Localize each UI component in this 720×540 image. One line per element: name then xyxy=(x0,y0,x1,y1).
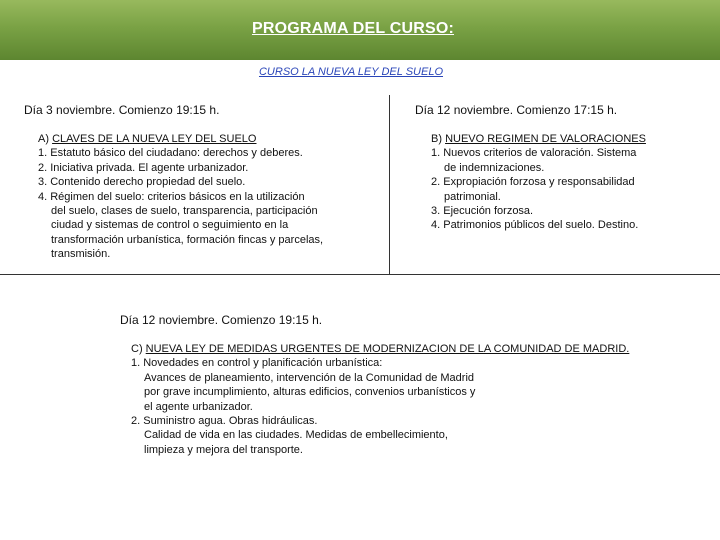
course-subtitle[interactable]: CURSO LA NUEVA LEY DEL SUELO xyxy=(258,66,444,78)
list-item: 4. Régimen del suelo: criterios básicos en la utilización xyxy=(38,190,305,203)
session1-date: Día 3 noviembre. Comienzo 19:15 h. xyxy=(24,103,220,117)
list-item: 4. Patrimonios públicos del suelo. Destino. xyxy=(431,219,639,232)
list-item-continuation: transformación urbanística, formación fincas y parcelas, xyxy=(51,233,324,246)
session3-date: Día 12 noviembre. Comienzo 19:15 h. xyxy=(120,313,323,327)
session3-block xyxy=(131,342,629,457)
list-item: 2. Expropiación forzosa y responsabilidad xyxy=(431,176,635,189)
header-banner xyxy=(0,0,720,60)
list-item-continuation: del suelo, clases de suelo, transparencia, participación xyxy=(51,205,318,218)
section-divider xyxy=(0,274,720,275)
list-item-continuation: transmisión. xyxy=(51,248,111,261)
list-item-continuation: Avances de planeamiento, intervención de la Comunidad de Madrid xyxy=(144,371,475,384)
list-item-continuation: de indemnizaciones. xyxy=(444,161,545,174)
list-item: 1. Novedades en control y planificación urbanística: xyxy=(131,357,383,370)
list-item-continuation: Calidad de vida en las ciudades. Medidas de embellecimiento, xyxy=(144,429,448,442)
list-item-continuation: ciudad y sistemas de control o seguimiento en la xyxy=(51,219,289,232)
session1-block xyxy=(38,132,323,262)
session1-title-text: CLAVES DE LA NUEVA LEY DEL SUELO xyxy=(52,133,257,145)
list-item-continuation: limpieza y mejora del transporte. xyxy=(144,443,303,456)
list-item-continuation: por grave incumplimiento, alturas edificios, convenios urbanísticos y xyxy=(144,386,476,399)
session2-date: Día 12 noviembre. Comienzo 17:15 h. xyxy=(415,103,618,117)
session2-title xyxy=(431,132,646,146)
session2-block xyxy=(431,132,646,233)
list-item: 1. Nuevos criterios de valoración. Sistema xyxy=(431,147,637,160)
session2-title-text: NUEVO REGIMEN DE VALORACIONES xyxy=(445,133,646,145)
session3-prefix: C) xyxy=(131,343,143,355)
session3-title xyxy=(131,342,629,356)
column-divider xyxy=(389,95,390,274)
page-title: PROGRAMA DEL CURSO: xyxy=(251,20,455,37)
list-item: 2. Iniciativa privada. El agente urbanizador. xyxy=(38,161,249,174)
session3-title-text: NUEVA LEY DE MEDIDAS URGENTES DE MODERNIZACION DE LA COMUNIDAD DE MADRID. xyxy=(145,343,630,355)
list-item-continuation: patrimonial. xyxy=(444,190,501,203)
session2-prefix: B) xyxy=(431,133,442,145)
session1-title xyxy=(38,132,323,146)
list-item-continuation: el agente urbanizador. xyxy=(144,400,253,413)
list-item: 3. Ejecución forzosa. xyxy=(431,205,534,218)
list-item: 3. Contenido derecho propiedad del suelo. xyxy=(38,176,246,189)
session1-prefix: A) xyxy=(38,133,49,145)
list-item: 2. Suministro agua. Obras hidráulicas. xyxy=(131,415,318,428)
list-item: 1. Estatuto básico del ciudadano: derechos y deberes. xyxy=(38,147,303,160)
